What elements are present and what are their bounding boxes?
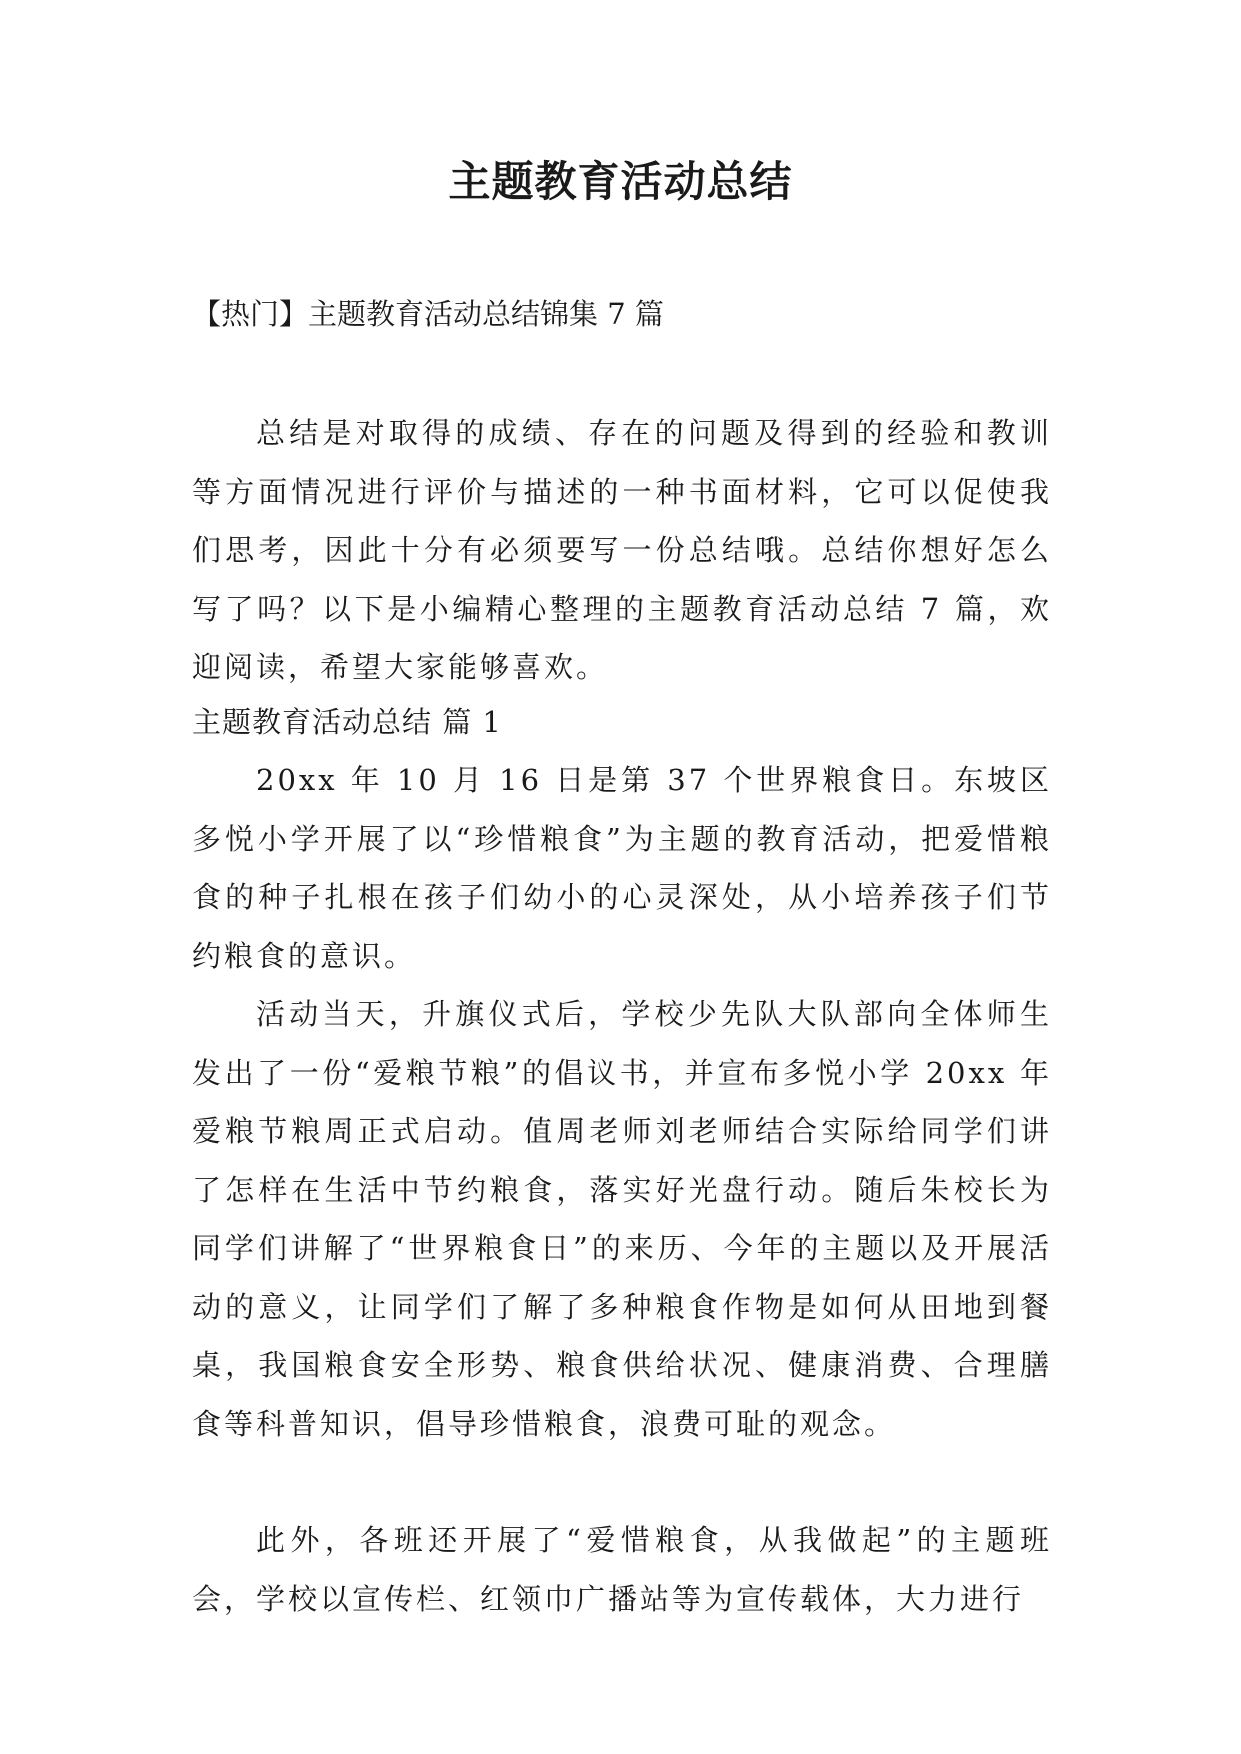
section-heading: 主题教育活动总结 篇 1 xyxy=(192,705,502,739)
body-paragraph: 20xx 年 10 月 16 日是第 37 个世界粮食日。东坡区多悦小学开展了以“珍惜粮食”为主题的教育活动，把爱惜粮食的种子扎根在孩子们幼小的心灵深处，从小培养孩子们节约粮食的意识。 xyxy=(192,763,1052,973)
document-title: 主题教育活动总结 xyxy=(448,157,793,206)
body-paragraph: 此外，各班还开展了“爱惜粮食，从我做起”的主题班会，学校以宣传栏、红领巾广播站等为宣传载体，大力进行 xyxy=(192,1523,1052,1616)
document-subtitle: 【热门】主题教育活动总结锦集 7 篇 xyxy=(192,297,664,331)
intro-paragraph: 总结是对取得的成绩、存在的问题及得到的经验和教训等方面情况进行评价与描述的一种书面材料，它可以促使我们思考，因此十分有必须要写一份总结哦。总结你想好怎么写了吗？以下是小编精心整理的主题教育活动总结 7 篇，欢迎阅读，希望大家能够喜欢。 xyxy=(192,416,1052,684)
body-paragraph: 活动当天，升旗仪式后，学校少先队大队部向全体师生发出了一份“爱粮节粮”的倡议书，并宣布多悦小学 20xx 年爱粮节粮周正式启动。值周老师刘老师结合实际给同学们讲了怎样在生活中节约粮食，落实好光盘行动。随后朱校长为同学们讲解了“世界粮食日”的来历、今年的主题以及开展活动的意义，让同学们了解了多种粮食作物是如何从田地到餐桌，我国粮食安全形势、粮食供给状况、健康消费、合理膳食等科普知识，倡导珍惜粮食，浪费可耻的观念。 xyxy=(192,997,1052,1441)
